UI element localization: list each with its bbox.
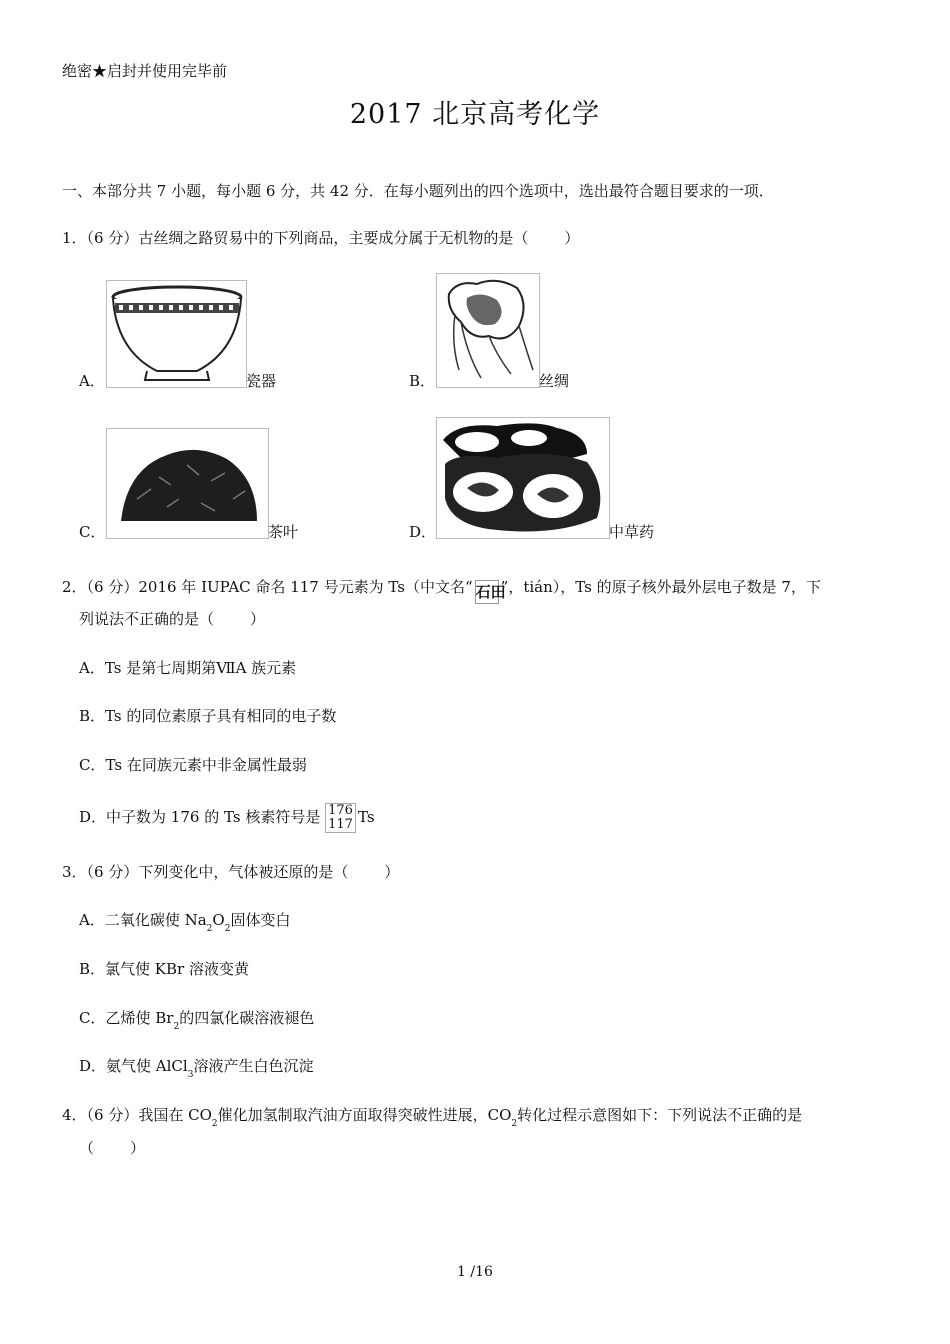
question-2-close: ） xyxy=(250,610,266,628)
q2-option-d-text: D．中子数为 176 的 Ts 核素符号是 xyxy=(79,808,321,826)
question-3-close: ） xyxy=(384,863,400,881)
q3-option-a xyxy=(79,911,290,932)
page-number: 1 /16 xyxy=(457,1264,493,1280)
q2-option-c: C．Ts 在同族元素中非金属性最弱 xyxy=(79,756,307,774)
option-a-label: 瓷器 xyxy=(246,372,277,390)
subscript: 2 xyxy=(511,1119,518,1129)
q3-option-d-post: 溶液产生白色沉淀 xyxy=(193,1057,314,1075)
page-title: 2017 北京高考化学 xyxy=(349,99,601,130)
subscript: 2 xyxy=(211,1119,218,1129)
q3-option-a-mid: O xyxy=(212,911,225,929)
q3-option-a-post: 固体变白 xyxy=(230,911,291,929)
question-4-open: （ xyxy=(79,1139,95,1157)
porcelain-bowl-image xyxy=(106,280,247,388)
question-4-stem xyxy=(62,1106,802,1127)
silk-image xyxy=(436,273,540,388)
option-c-letter: C． xyxy=(79,523,106,541)
q3-option-a-pre: A．二氧化碳使 Na xyxy=(79,911,207,929)
subscript: 2 xyxy=(206,924,213,934)
q3-option-c-pre: C．乙烯使 Br xyxy=(79,1009,174,1027)
question-4-pre: 4．（6 分）我国在 CO xyxy=(62,1106,212,1124)
option-d-letter: D． xyxy=(409,523,437,541)
question-1-close: ） xyxy=(564,229,580,247)
question-4-close: ） xyxy=(130,1139,146,1157)
option-c-label: 茶叶 xyxy=(268,523,299,541)
section-heading: 一、本部分共 7 小题，每小题 6 分，共 42 分．在每小题列出的四个选项中，选出最符合题目要求的一项． xyxy=(62,182,774,200)
question-1-text: 1．（6 分）古丝绸之路贸易中的下列商品，主要成分属于无机物的是（ xyxy=(62,229,529,247)
q3-option-d xyxy=(79,1057,313,1078)
element-symbol: Ts xyxy=(357,808,375,826)
question-4-line2 xyxy=(79,1139,145,1157)
nuclide-symbol xyxy=(325,803,356,833)
mass-number: 176 xyxy=(328,803,353,818)
question-3-text: 3．（6 分）下列变化中，气体被还原的是（ xyxy=(62,863,349,881)
tian-character-glyph: 石田 xyxy=(475,580,499,604)
question-3-stem xyxy=(62,863,399,881)
q3-option-d-pre: D．氨气使 AlCl xyxy=(79,1057,188,1075)
question-2-text-c: 列说法不正确的是（ xyxy=(79,610,215,628)
subscript: 2 xyxy=(224,924,231,934)
question-4-mid: 催化加氢制取汽油方面取得突破性进展，CO xyxy=(217,1106,512,1124)
option-b-letter: B． xyxy=(409,372,436,390)
q2-option-b: B．Ts 的同位素原子具有相同的电子数 xyxy=(79,707,337,725)
subscript: 2 xyxy=(173,1022,180,1032)
question-1-stem xyxy=(62,229,579,247)
option-d-label: 中草药 xyxy=(609,523,655,541)
question-4-post: 转化过程示意图如下：下列说法不正确的是 xyxy=(517,1106,803,1124)
question-2-stem xyxy=(62,578,821,604)
q3-option-c xyxy=(79,1009,314,1030)
question-2-text-a: 2．（6 分）2016 年 IUPAC 命名 117 号元素为 Ts（中文名“ xyxy=(62,578,473,596)
confidential-note: 绝密★启封并使用完毕前 xyxy=(62,62,228,80)
question-2-text-b: ”，tián），Ts 的原子核外最外层电子数是 7，下 xyxy=(500,578,821,596)
q3-option-c-post: 的四氯化碳溶液褪色 xyxy=(179,1009,315,1027)
q3-option-b: B．氯气使 KBr 溶液变黄 xyxy=(79,960,249,978)
option-a-letter: A． xyxy=(79,372,105,390)
question-2-stem-line2 xyxy=(79,610,265,628)
q2-option-a: A．Ts 是第七周期第ⅦA 族元素 xyxy=(79,659,297,677)
tea-leaves-image xyxy=(106,428,269,539)
atomic-number: 117 xyxy=(328,817,353,832)
option-b-label: 丝绸 xyxy=(539,372,570,390)
herbal-medicine-image xyxy=(436,417,610,539)
subscript: 3 xyxy=(187,1070,194,1080)
q2-option-d xyxy=(79,803,375,833)
